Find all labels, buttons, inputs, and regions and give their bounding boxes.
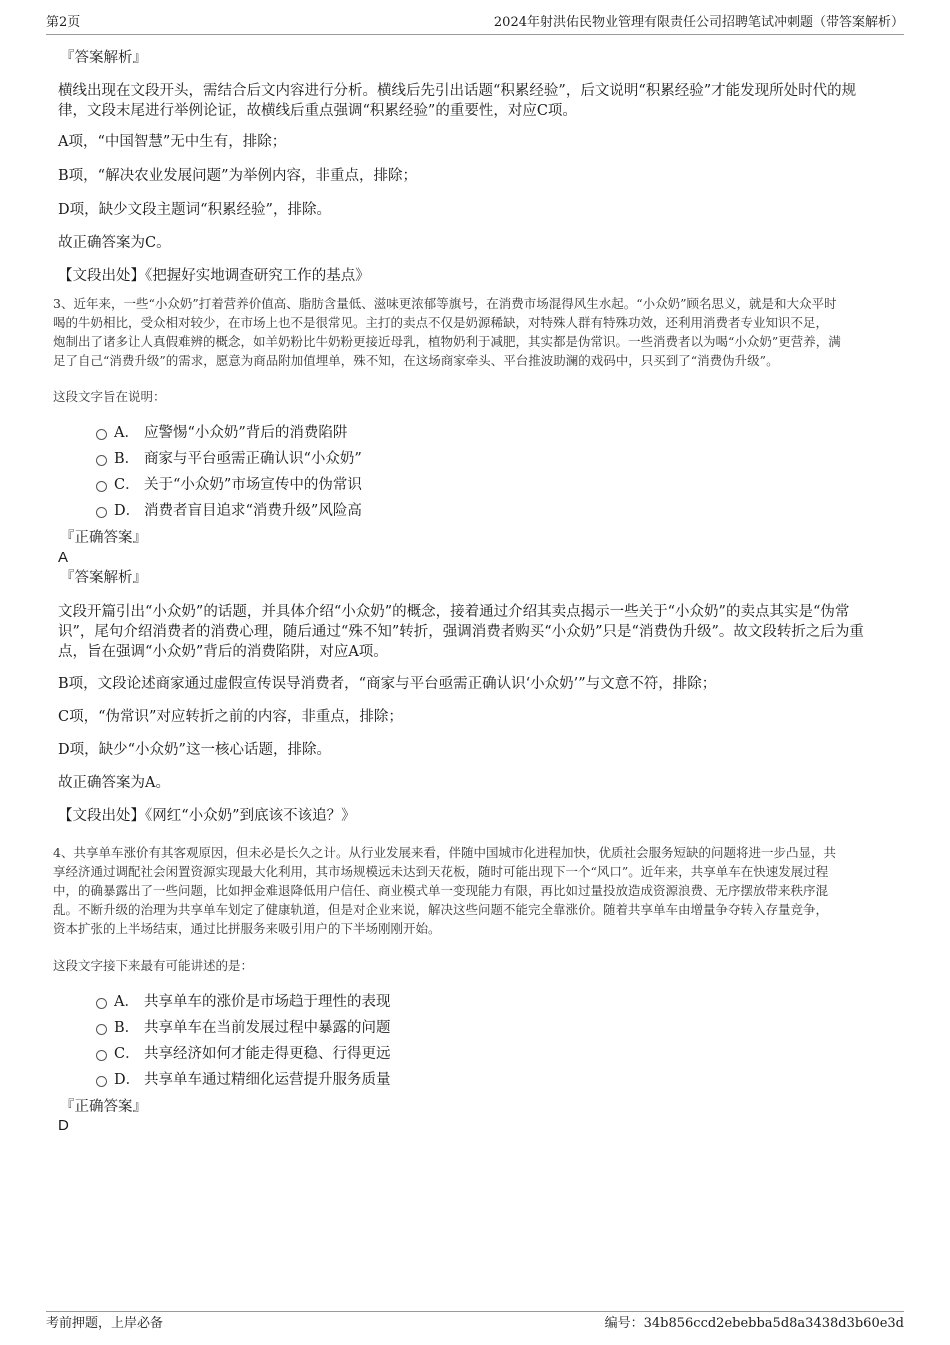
option-letter: D． xyxy=(114,503,141,519)
option-letter: B． xyxy=(114,451,140,467)
question-text-line: 3、近年来，一些“小众奶”打着营养价值高、脂肪含量低、滋味更浓郁等旗号，在消费市场混得风生水起。“小众奶”顾名思义，就是和大众平时 xyxy=(53,296,837,311)
footer-serial: 编号：34b856ccd2ebebba5d8a3438d3b60e3d xyxy=(604,1316,904,1331)
question-prompt: 这段文字接下来最有可能讲述的是： xyxy=(53,958,254,973)
analysis-line: 识”，尾句介绍消费者的消费心理，随后通过“殊不知”转折，强调消费者购买“小众奶”只是“消费伪升级”。故文段转折之后为重 xyxy=(58,624,864,640)
option-letter: A． xyxy=(114,994,139,1010)
radio-button[interactable] xyxy=(96,1076,107,1087)
exclusion-line: A项，“中国智慧”无中生有，排除； xyxy=(58,134,287,150)
analysis-line: 点，旨在强调“小众奶”背后的消费陷阱，对应A项。 xyxy=(58,644,388,660)
page-number: 第2页 xyxy=(46,15,81,30)
exclusion-line: D项，缺少文段主题词“积累经验”，排除。 xyxy=(58,202,331,218)
option-text: 共享经济如何才能走得更稳、行得更远 xyxy=(144,1046,391,1062)
correct-answer: A xyxy=(58,549,69,566)
radio-button[interactable] xyxy=(96,998,107,1009)
exclusion-line: D项，缺少“小众奶”这一核心话题，排除。 xyxy=(58,742,331,758)
analysis-label: 『答案解析』 xyxy=(60,570,147,586)
exclusion-line: B项，文段论述商家通过虚假宣传误导消费者，“商家与平台亟需正确认识‘小众奶’”与文意不符，排除； xyxy=(58,676,717,692)
option-letter: C． xyxy=(114,477,140,493)
option-letter: D． xyxy=(114,1072,141,1088)
option-text: 共享单车通过精细化运营提升服务质量 xyxy=(144,1072,391,1088)
option-text: 共享单车在当前发展过程中暴露的问题 xyxy=(144,1020,391,1036)
analysis-line: 横线出现在文段开头，需结合后文内容进行分析。横线后先引出话题“积累经验”，后文说明“积累经验”才能发现所处时代的规 xyxy=(58,83,857,99)
option-text: 共享单车的涨价是市场趋于理性的表现 xyxy=(144,994,391,1010)
answer-label: 『正确答案』 xyxy=(60,1099,147,1115)
option-letter: C． xyxy=(114,1046,140,1062)
radio-button[interactable] xyxy=(96,1050,107,1061)
radio-button[interactable] xyxy=(96,455,107,466)
question-text-line: 享经济通过调配社会闲置资源实现最大化利用，其市场规模远未达到天花板，随时可能出现下一个“风口”。近年来，共享单车在快速发展过程 xyxy=(53,864,829,879)
page-header xyxy=(46,14,904,35)
document-title: 2024年射洪佑民物业管理有限责任公司招聘笔试冲刺题（带答案解析） xyxy=(493,15,904,30)
question-text-line: 足了自己“消费升级”的需求，愿意为商品附加值埋单，殊不知，在这场商家牵头、平台推波助澜的戏码中，只买到了“消费伪升级”。 xyxy=(53,353,779,368)
radio-button[interactable] xyxy=(96,481,107,492)
option-text: 关于“小众奶”市场宣传中的伪常识 xyxy=(144,477,362,493)
source: 【文段出处】《网红“小众奶”到底该不该追？》 xyxy=(58,808,356,824)
exclusion-line: C项，“伪常识”对应转折之前的内容，非重点，排除； xyxy=(58,709,403,725)
option-letter: B． xyxy=(114,1020,140,1036)
analysis-line: 文段开篇引出“小众奶”的话题，并具体介绍“小众奶”的概念，接着通过介绍其卖点揭示一些关于“小众奶”的卖点其实是“伪常 xyxy=(58,604,850,620)
option-text: 消费者盲目追求“消费升级”风险高 xyxy=(144,503,362,519)
option-letter: A． xyxy=(114,425,139,441)
footer-slogan: 考前押题，上岸必备 xyxy=(46,1316,164,1331)
question-text-line: 4、共享单车涨价有其客观原因，但未必是长久之计。从行业发展来看，伴随中国城市化进程加快，优质社会服务短缺的问题将进一步凸显，共 xyxy=(53,845,836,860)
question-text-line: 乱。不断升级的治理为共享单车划定了健康轨道，但是对企业来说，解决这些问题不能完全靠涨价。随着共享单车由增量争夺转入存量竞争， xyxy=(53,902,829,917)
radio-button[interactable] xyxy=(96,429,107,440)
question-text-line: 炮制出了诸多让人真假难辨的概念，如羊奶粉比牛奶粉更接近母乳，植物奶利于减肥，其实都是伪常识。一些消费者以为喝“小众奶”更营养，满 xyxy=(53,334,841,349)
question-prompt: 这段文字旨在说明： xyxy=(53,389,166,404)
analysis-label: 『答案解析』 xyxy=(60,50,147,66)
option-text: 商家与平台亟需正确认识“小众奶” xyxy=(144,451,362,467)
correct-answer: D xyxy=(58,1117,69,1134)
page-footer xyxy=(46,1311,904,1336)
exclusion-line: B项，“解决农业发展问题”为举例内容，非重点，排除； xyxy=(58,168,417,184)
question-text-line: 喝的牛奶相比，受众相对较少，在市场上也不是很常见。主打的卖点不仅是奶源稀缺，对特殊人群有特殊功效，还利用消费者专业知识不足， xyxy=(53,315,829,330)
radio-button[interactable] xyxy=(96,507,107,518)
radio-button[interactable] xyxy=(96,1024,107,1035)
answer-label: 『正确答案』 xyxy=(60,530,147,546)
source: 【文段出处】《把握好实地调查研究工作的基点》 xyxy=(58,268,370,284)
conclusion: 故正确答案为C。 xyxy=(58,235,171,251)
question-text-line: 中，的确暴露出了一些问题，比如押金难退降低用户信任、商业模式单一变现能力有限，再比如过量投放造成资源浪费、无序摆放带来秩序混 xyxy=(53,883,829,898)
analysis-line: 律，文段末尾进行举例论证，故横线后重点强调“积累经验”的重要性，对应C项。 xyxy=(58,103,577,119)
option-text: 应警惕“小众奶”背后的消费陷阱 xyxy=(144,425,348,441)
question-text-line: 资本扩张的上半场结束，通过比拼服务来吸引用户的下半场刚刚开始。 xyxy=(53,921,441,936)
conclusion: 故正确答案为A。 xyxy=(58,775,170,791)
